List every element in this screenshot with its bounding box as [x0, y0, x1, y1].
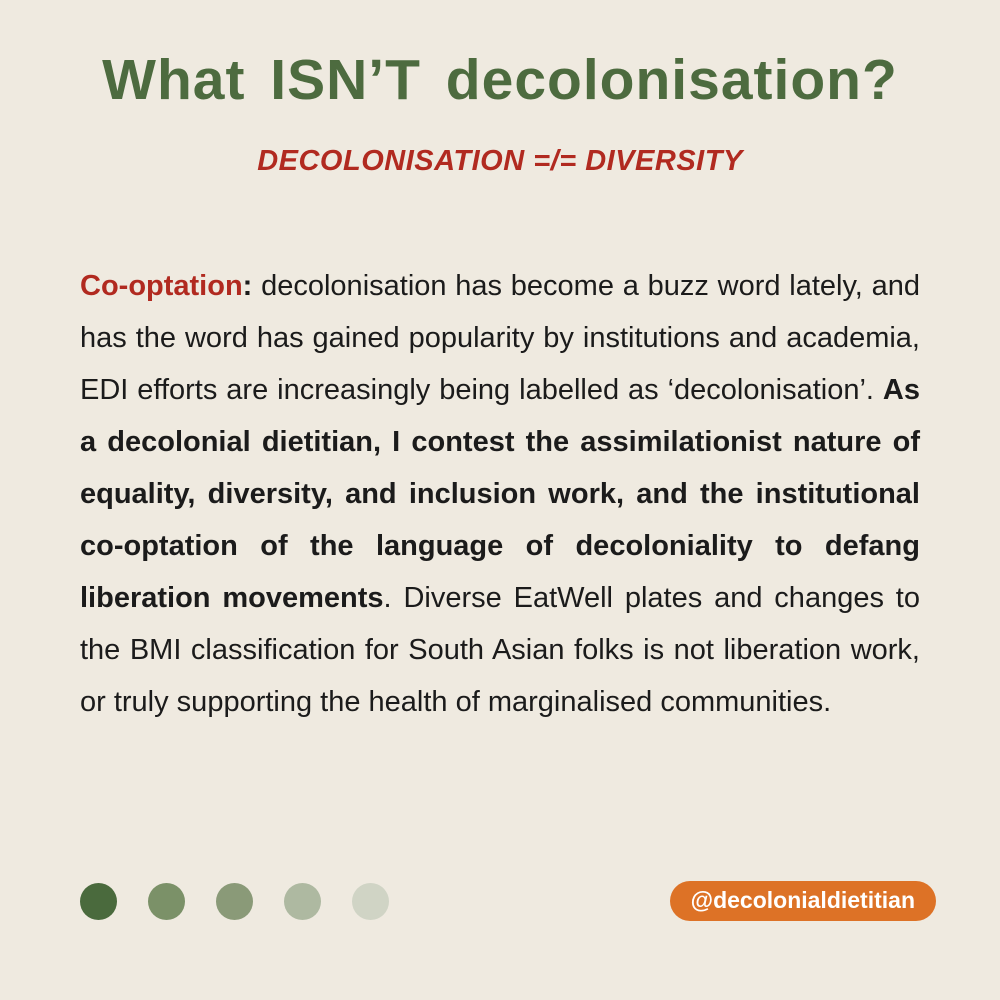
carousel-dots [80, 883, 389, 920]
body-text-segment: . Diverse EatWell plates and changes to the BMI classification for South Asian folks is not liberation work, or truly supporting the health of marginalised communities. [80, 582, 920, 718]
handle-badge: @decolonialdietitian [670, 881, 936, 921]
slide-dot-3 [216, 883, 253, 920]
slide-dot-4 [284, 883, 321, 920]
slide-dot-5 [352, 883, 389, 920]
subtitle: DECOLONISATION =/= DIVERSITY [257, 145, 743, 177]
page-title: What ISN’T decolonisation? [102, 48, 898, 112]
slide-dot-1 [80, 883, 117, 920]
body-text-segment: Co-optation [80, 270, 243, 302]
body-text-segment: : [242, 270, 253, 302]
body-text-segment: decolonisation has become a buzz word lately, and has the word has gained popularity by institutions and academia, EDI efforts are increasingly being labelled as ‘decolonisation’. [80, 270, 920, 406]
footer [80, 881, 936, 921]
body-paragraph [80, 260, 920, 728]
body-text-segment: As a decolonial dietitian, I contest the assimilationist nature of equality, diversity, and inclusion work, and the institutional co-optation of the language of decoloniality to defang liberation movements [80, 374, 920, 614]
slide-dot-2 [148, 883, 185, 920]
